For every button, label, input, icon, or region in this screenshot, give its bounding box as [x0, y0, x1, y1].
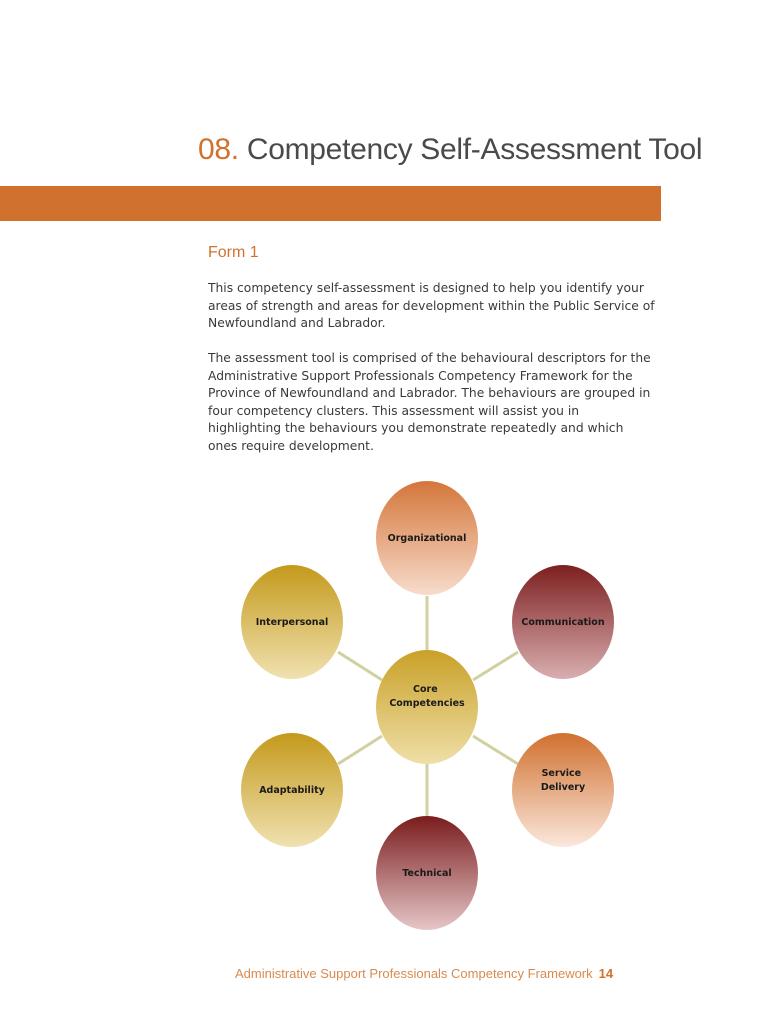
header-band: [0, 186, 661, 221]
node-communication-label: Communication: [521, 616, 605, 628]
connector-interpersonal: [338, 652, 382, 680]
node-core-label: Core Competencies: [389, 684, 465, 709]
page-footer: [235, 966, 613, 981]
node-adaptability: [241, 733, 343, 847]
node-communication: [512, 565, 614, 679]
form-heading: Form 1: [208, 244, 259, 261]
connector-service-delivery: [473, 736, 518, 764]
node-organizational-label: Organizational: [387, 532, 467, 544]
node-interpersonal-label: Interpersonal: [255, 616, 329, 628]
intro-paragraph: This competency self-assessment is designed to help you identify your areas of strength and areas for development within the Public Service of Newfoundland and Labrador.: [208, 281, 655, 331]
node-interpersonal: [241, 565, 343, 679]
chapter-title: [198, 133, 702, 167]
connector-communication: [473, 652, 518, 680]
node-adaptability-label: Adaptability: [259, 784, 325, 796]
node-technical-label: Technical: [402, 867, 452, 879]
node-service-delivery: [512, 733, 614, 847]
node-organizational: [376, 481, 478, 595]
node-technical: [376, 816, 478, 930]
node-core-competencies: [376, 650, 478, 764]
chapter-number: 08.: [198, 133, 239, 166]
node-service-delivery-label: Service Delivery: [540, 768, 586, 793]
page-number: 14: [598, 966, 614, 981]
connector-adaptability: [338, 736, 382, 764]
footer-text: Administrative Support Professionals Competency Framework: [235, 966, 593, 981]
description-paragraph: The assessment tool is comprised of the behavioural descriptors for the Administrative Support Professionals Competency Framework for the Province of Newfoundland and Labrador. The behaviours are grouped in four competency clusters. This assessment will assist you in highlighting the behaviours you demonstrate repeatedly and which ones require development.: [208, 351, 651, 453]
chapter-title-text: Competency Self-Assessment Tool: [246, 133, 703, 166]
